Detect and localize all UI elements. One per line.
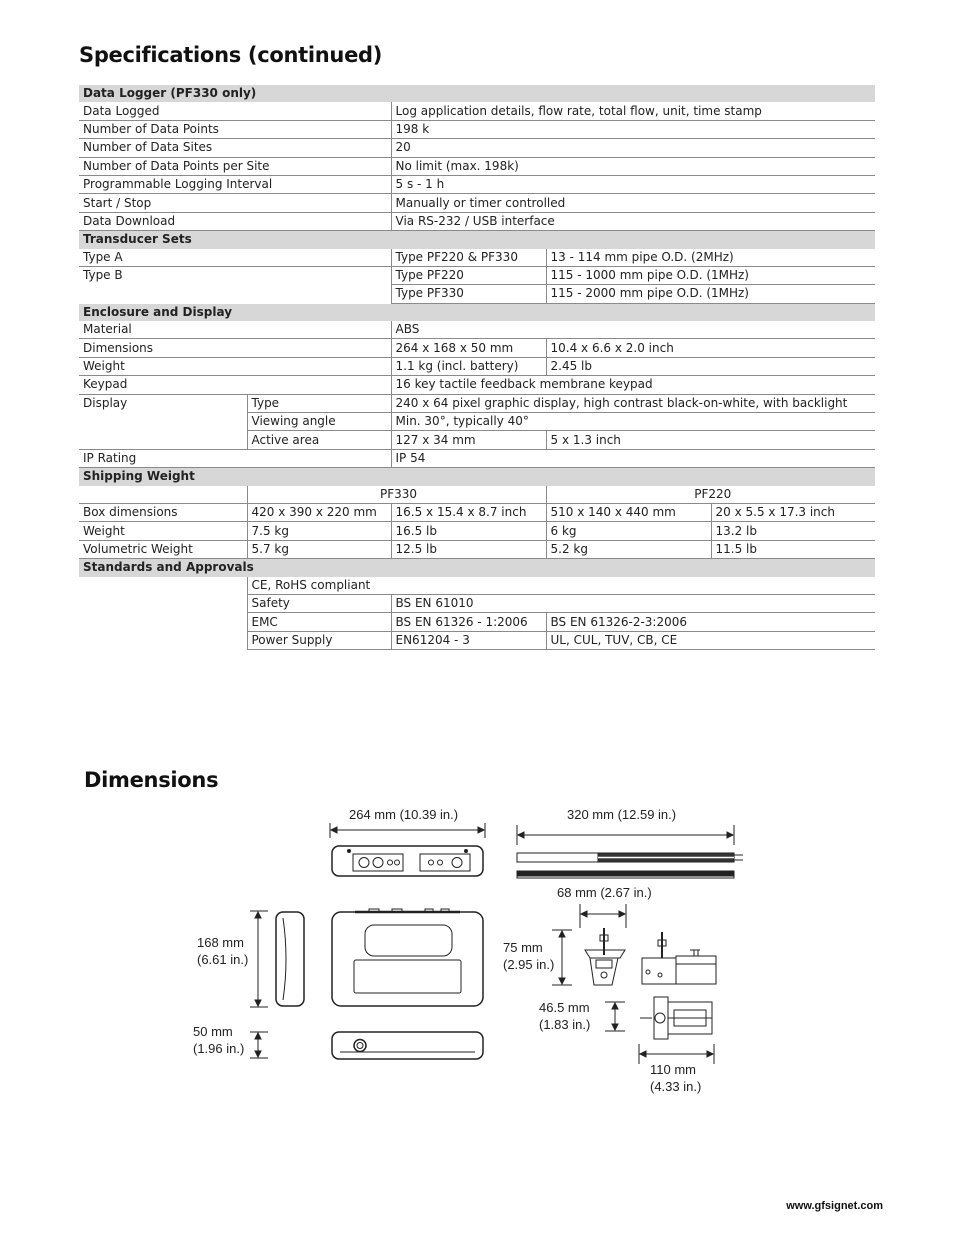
- table-row: Type A Type PF220 & PF330 13 - 114 mm pipe O.D. (2MHz): [79, 249, 875, 267]
- table-row: PF330 PF220: [79, 486, 875, 504]
- section-transducer-sets: Transducer Sets: [79, 231, 875, 249]
- depth-dimension-label-2: (1.96 in.): [193, 1041, 245, 1056]
- section-data-logger: Data Logger (PF330 only): [79, 85, 875, 102]
- clamp-depth-dimension-line: [605, 1002, 625, 1031]
- table-row: Number of Data Points 198 k: [79, 120, 875, 138]
- clamp-front-view: [585, 928, 625, 985]
- track-length-dimension-line: [517, 825, 734, 845]
- clamp-width-label-2: (4.33 in.): [650, 1079, 702, 1094]
- table-row: Power Supply EN61204 - 3 UL, CUL, TUV, CB, CE: [79, 631, 875, 649]
- table-row: Data Logged Log application details, flow rate, total flow, unit, time stamp: [79, 102, 875, 120]
- table-row: Volumetric Weight 5.7 kg 12.5 lb 5.2 kg 11.5 lb: [79, 540, 875, 558]
- table-row: Type PF330 115 - 2000 mm pipe O.D. (1MHz): [79, 285, 875, 303]
- clamp-height-label-1: 75 mm: [503, 940, 543, 955]
- device-side-view: [276, 912, 304, 1006]
- table-row: Weight 7.5 kg 16.5 lb 6 kg 13.2 lb: [79, 522, 875, 540]
- table-row: Display Type 240 x 64 pixel graphic display, high contrast black-on-white, with backlight: [79, 394, 875, 412]
- depth-dimension-label-1: 50 mm: [193, 1024, 233, 1039]
- table-row: CE, RoHS compliant: [79, 577, 875, 595]
- section-enclosure-display: Enclosure and Display: [79, 303, 875, 321]
- track-length-dimension-label: 320 mm (12.59 in.): [567, 807, 677, 822]
- table-row: Keypad 16 key tactile feedback membrane keypad: [79, 376, 875, 394]
- clamp-height-dimension-line: [552, 930, 572, 985]
- transducer-track-1: [517, 853, 743, 862]
- footer-website[interactable]: www.gfsignet.com: [786, 1200, 883, 1212]
- clamp-height-label-2: (2.95 in.): [503, 957, 555, 972]
- width-dimension-line: [330, 823, 485, 838]
- clamp-depth-label-2: (1.83 in.): [539, 1017, 591, 1032]
- clamp-width-label-1: 110 mm: [650, 1062, 696, 1077]
- table-row: Dimensions 264 x 168 x 50 mm 10.4 x 6.6 x 2.0 inch: [79, 339, 875, 357]
- table-row: Data Download Via RS-232 / USB interface: [79, 212, 875, 230]
- depth-dimension-line: [250, 1032, 268, 1058]
- page-title: Specifications (continued): [79, 43, 383, 67]
- track-width-dimension-line: [580, 904, 626, 928]
- table-row: EMC BS EN 61326 - 1:2006 BS EN 61326-2-3:2006: [79, 613, 875, 631]
- height-dimension-line: [250, 911, 268, 1007]
- section-standards-approvals: Standards and Approvals: [79, 559, 875, 577]
- table-row: IP Rating IP 54: [79, 449, 875, 467]
- dimensions-title: Dimensions: [84, 768, 219, 792]
- table-row: Weight 1.1 kg (incl. battery) 2.45 lb: [79, 357, 875, 375]
- table-row: Material ABS: [79, 321, 875, 339]
- table-row: Type B Type PF220 115 - 1000 mm pipe O.D. (1MHz): [79, 266, 875, 284]
- table-row: Number of Data Sites 20: [79, 139, 875, 157]
- table-row: Safety BS EN 61010: [79, 594, 875, 612]
- clamp-side-view: [642, 932, 716, 984]
- table-row: Active area 127 x 34 mm 5 x 1.3 inch: [79, 431, 875, 449]
- track-width-dimension-label: 68 mm (2.67 in.): [557, 885, 652, 900]
- height-dimension-label-1: 168 mm: [197, 935, 244, 950]
- height-dimension-label-2: (6.61 in.): [197, 952, 249, 967]
- clamp-top-view: [640, 997, 712, 1039]
- width-dimension-label: 264 mm (10.39 in.): [349, 807, 459, 822]
- table-row: Viewing angle Min. 30°, typically 40°: [79, 413, 875, 431]
- section-shipping-weight: Shipping Weight: [79, 468, 875, 486]
- table-row: Programmable Logging Interval 5 s - 1 h: [79, 175, 875, 193]
- transducer-track-2: [517, 871, 734, 878]
- table-row: Box dimensions 420 x 390 x 220 mm 16.5 x 15.4 x 8.7 inch 510 x 140 x 440 mm 20 x 5.5 x 17.3 inch: [79, 503, 875, 521]
- table-row: Number of Data Points per Site No limit (max. 198k): [79, 157, 875, 175]
- clamp-depth-label-1: 46.5 mm: [539, 1000, 590, 1015]
- device-front-view: [332, 909, 483, 1006]
- table-row: Start / Stop Manually or timer controlled: [79, 194, 875, 212]
- device-top-view: [332, 846, 483, 876]
- device-bottom-view: [332, 1032, 483, 1059]
